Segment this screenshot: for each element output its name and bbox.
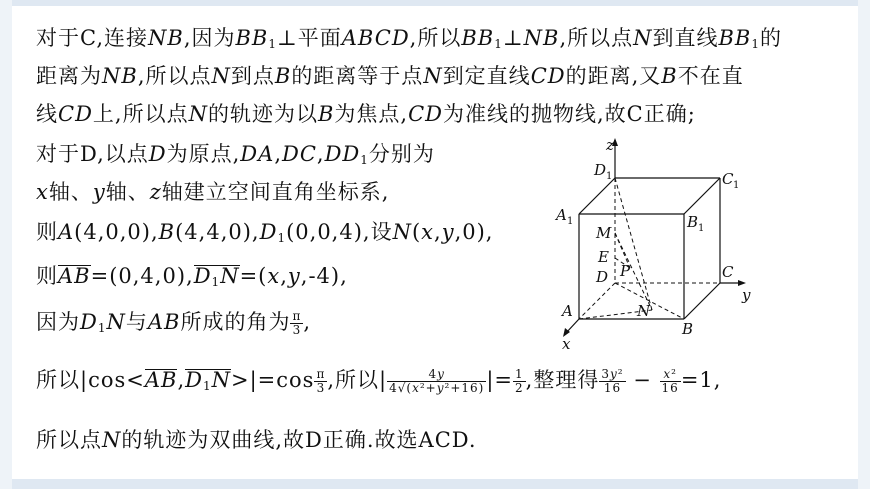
edge-BC (684, 283, 720, 319)
bottom-border (0, 479, 870, 489)
right-border (858, 0, 870, 489)
edge-DA (579, 283, 615, 319)
text-line-3: 线CD上,所以点N的轨迹为以B为焦点,CD为准线的抛物线,故C正确; (36, 102, 696, 126)
text-line-6: 则$A(4,0,0),B(4,4,0),D_1(0,0,4)$,设N(x,y,0), (36, 220, 494, 245)
left-border (0, 0, 12, 489)
label-D1: D (594, 161, 607, 179)
label-C1: C (722, 170, 734, 188)
label-N: N (637, 302, 651, 320)
label-A1: A (556, 206, 567, 224)
text-line-8: 因为$D_1N$与AB所成的角为 $\frac{\pi}{3}$ , (36, 309, 312, 337)
label-z: z (606, 138, 614, 154)
label-C: C (722, 263, 734, 281)
label-P: P (620, 262, 631, 280)
text-line-9: 所以$|\cos<AB,D_1N>|=\cos$ $\frac{\pi}{3}$ ,所以| $\frac{4y}{\text{4√(x²+y²+16)}}$ |= $\frac{1}{2}$ ,整理得 $\frac{\text{3y²}}{16}$ − $\frac{\text{x²}}{16}$ =1, (36, 367, 722, 395)
label-y: y (742, 286, 751, 304)
label-C1-sub: 1 (733, 180, 740, 191)
text-line-1: 对于C,连接NB,因为$BB_1\perp$平面ABCD,所以$BB_1\perp NB$,所以点N到直线$BB_1$的 (36, 26, 783, 51)
text-line-2: 距离为NB,所以点N到点B的距离等于点N到定直线CD的距离,又B不在直 (36, 64, 744, 88)
text-line-4: 对于D,以点D为原点$,DA,DC,DD_1$分别为 (36, 142, 435, 167)
label-D1-sub: 1 (606, 171, 613, 182)
label-x: x (562, 335, 571, 350)
label-A: A (562, 302, 573, 320)
text-line-5: x轴、y轴、z轴建立空间直角坐标系, (36, 180, 390, 204)
label-B1: B (687, 213, 699, 231)
text-line-7: 则$AB=(0,4,0),D_1N=(x,y,-4)$, (36, 262, 348, 292)
label-B1-sub: 1 (698, 223, 705, 234)
label-B: B (682, 320, 694, 338)
label-M: M (596, 224, 612, 242)
label-A1-sub: 1 (567, 216, 574, 227)
segment-D1N (615, 178, 652, 310)
top-border (0, 0, 870, 6)
label-E: E (598, 248, 609, 266)
edge-C1B1 (684, 178, 720, 214)
edge-D1A1 (579, 178, 615, 214)
label-D: D (596, 268, 609, 286)
text-line-10: 所以点N的轨迹为双曲线,故D正确.故选ACD. (36, 428, 477, 452)
cube-diagram (548, 138, 760, 350)
